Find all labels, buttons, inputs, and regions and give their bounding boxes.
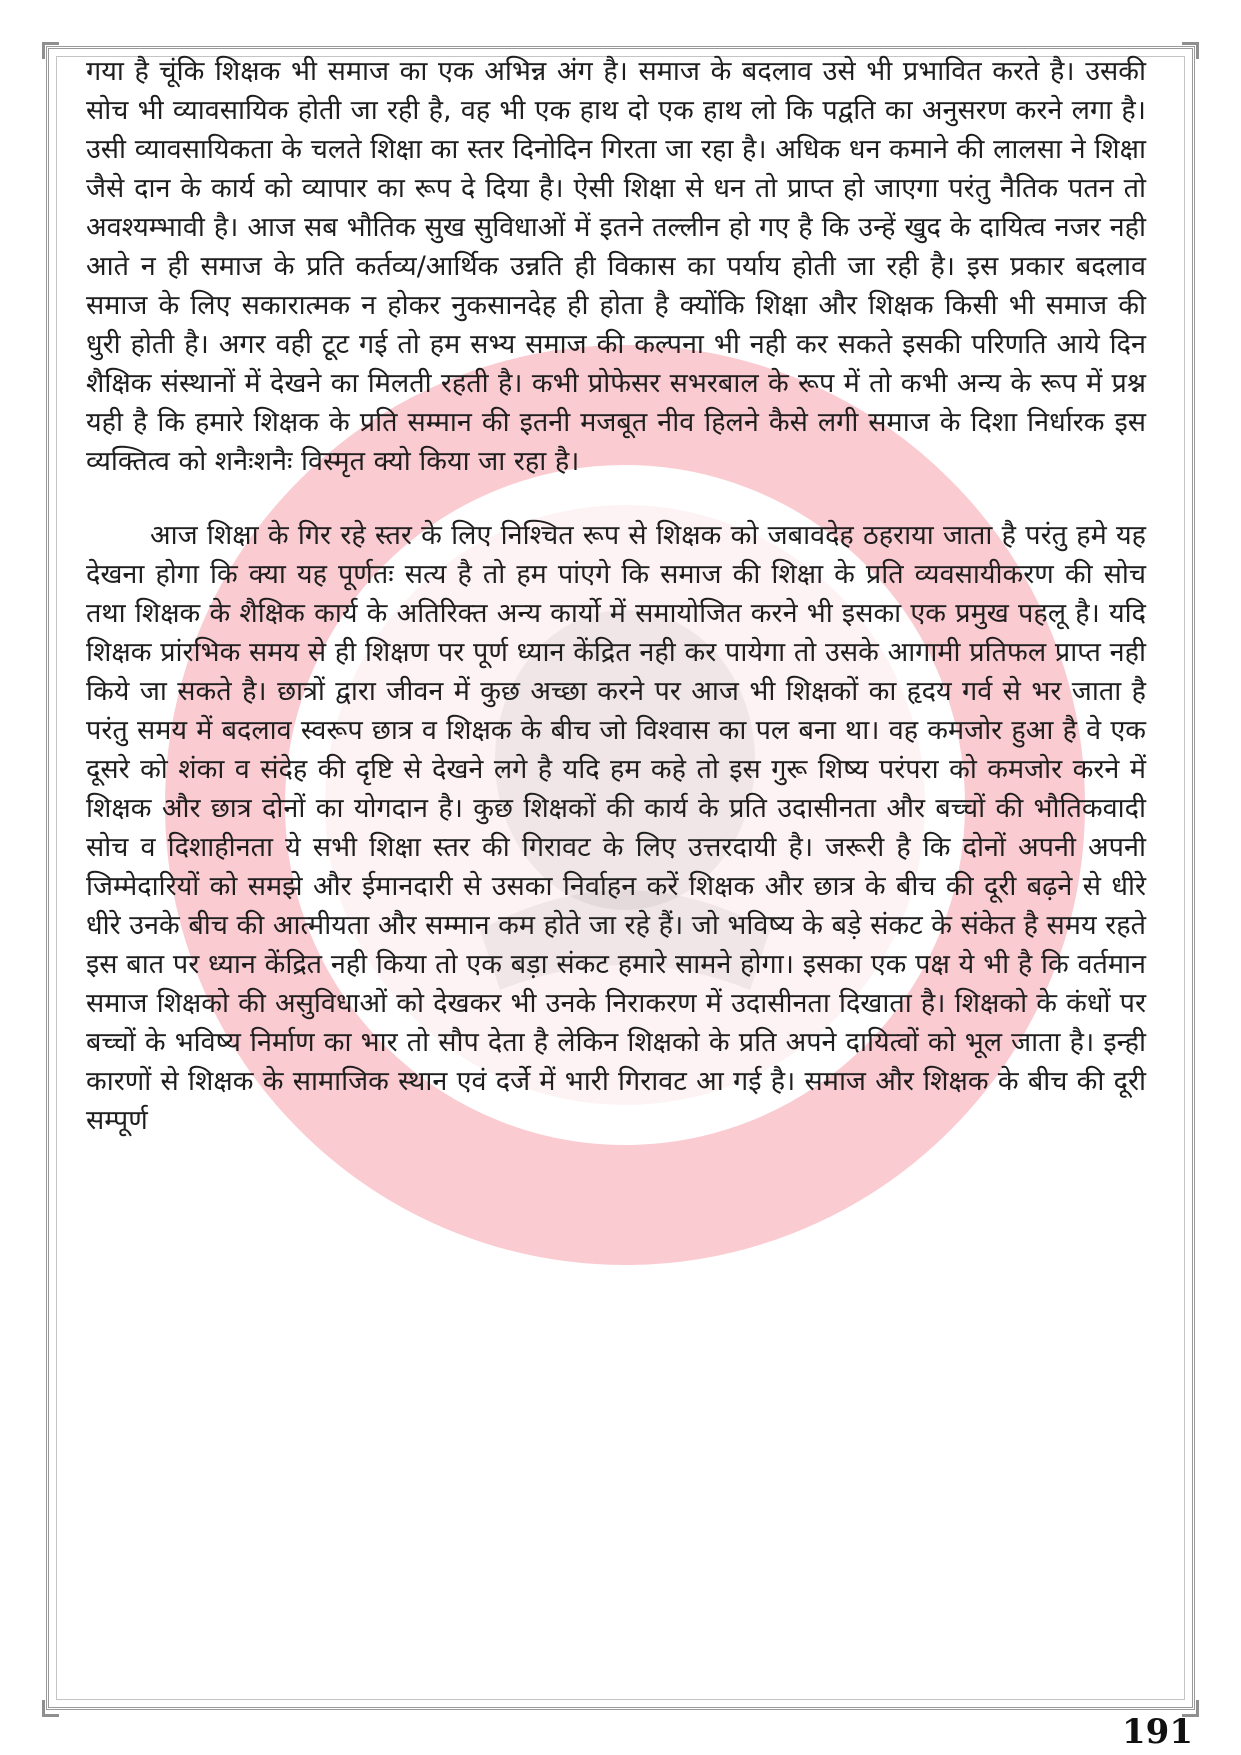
corner-ornament-top-left: [42, 42, 59, 59]
page-number: 191: [1122, 1712, 1193, 1752]
corner-ornament-top-right: [1182, 42, 1199, 59]
paragraph: आज शिक्षा के गिर रहे स्तर के लिए निश्चित रूप से शिक्षक को जबावदेह ठहराया जाता है परंतु हमे यह देखना होगा कि क्या यह पूर्णतः सत्य है तो हम पांएगे कि समाज की शिक्षा के प्रति व्यवसायीकरण की सोच तथा शिक्षक के शैक्षिक कार्य के अतिरिक्त अन्य कार्यो में समायोजित करने भी इसका एक प्रमुख पहलू है। यदि शिक्षक प्रांरभिक समय से ही शिक्षण पर पूर्ण ध्यान केंद्रित नही कर पायेगा तो उसके आगामी प्रतिफल प्राप्त नही किये जा सकते है। छात्रों द्वारा जीवन में कुछ अच्छा करने पर आज भी शिक्षकों का हृदय गर्व से भर जाता है परंतु समय में बदलाव स्वरूप छात्र व शिक्षक के बीच जो विश्वास का पल बना था। वह कमजोर हुआ है वे एक दूसरे को शंका व संदेह की दृष्टि से देखने लगे है यदि हम कहे तो इस गुरू शिष्य परंपरा को कमजोर करने में शिक्षक और छात्र दोनों का योगदान है। कुछ शिक्षकों की कार्य के प्रति उदासीनता और बच्चों की भौतिकवादी सोच व दिशाहीनता ये सभी शिक्षा स्तर की गिरावट के लिए उत्तरदायी है। जरूरी है कि दोनों अपनी अपनी जिम्मेदारियों को समझे और ईमानदारी से उसका निर्वाहन करें शिक्षक और छात्र के बीच की दूरी बढ़ने से धीरे धीरे उनके बीच की आत्मीयता और सम्मान कम होते जा रहे हैं। जो भविष्य के बड़े संकट के संकेत है समय रहते इस बात पर ध्यान केंद्रित नही किया तो एक बड़ा संकट हमारे सामने होगा। इसका एक पक्ष ये भी है कि वर्तमान समाज शिक्षको की असुविधाओं को देखकर भी उनके निराकरण में उदासीनता दिखाता है। शिक्षको के कंधों पर बच्चों के भविष्य निर्माण का भार तो सौप देता है लेकिन शिक्षको के प्रति अपने दायित्वों को भूल जाता है। इन्ही कारणों से शिक्षक के सामाजिक स्थान एवं दर्जे में भारी गिरावट आ गई है। समाज और शिक्षक के बीच की दूरी सम्पूर्ण: [86, 520, 1146, 1136]
document-body: [86, 52, 1146, 1140]
corner-ornament-bottom-left: [42, 1700, 59, 1717]
paragraph: गया है चूंकि शिक्षक भी समाज का एक अभिन्न अंग है। समाज के बदलाव उसे भी प्रभावित करते है। उसकी सोच भी व्यावसायिक होती जा रही है, वह भी एक हाथ दो एक हाथ लो कि पद्वति का अनुसरण करने लगा है। उसी व्यावसायिकता के चलते शिक्षा का स्तर दिनोदिन गिरता जा रहा है। अधिक धन कमाने की लालसा ने शिक्षा जैसे दान के कार्य को व्यापार का रूप दे दिया है। ऐसी शिक्षा से धन तो प्राप्त हो जाएगा परंतु नैतिक पतन तो अवश्यम्भावी है। आज सब भौतिक सुख सुविधाओं में इतने तल्लीन हो गए है कि उन्हें खुद के दायित्व नजर नही आते न ही समाज के प्रति कर्तव्य/आर्थिक उन्नति ही विकास का पर्याय होती जा रही है। इस प्रकार बदलाव समाज के लिए सकारात्मक न होकर नुकसानदेह ही होता है क्योंकि शिक्षा और शिक्षक किसी भी समाज की धुरी होती है। अगर वही टूट गई तो हम सभ्य समाज की कल्पना भी नही कर सकते इसकी परिणति आये दिन शैक्षिक संस्थानों में देखने का मिलती रहती है। कभी प्रोफेसर सभरबाल के रूप में तो कभी अन्य के रूप में प्रश्न यही है कि हमारे शिक्षक के प्रति सम्मान की इतनी मजबूत नीव हिलने कैसे लगी समाज के दिशा निर्धारक इस व्यक्तित्व को शनैःशनैः विस्मृत क्यो किया जा रहा है।: [86, 56, 1146, 477]
